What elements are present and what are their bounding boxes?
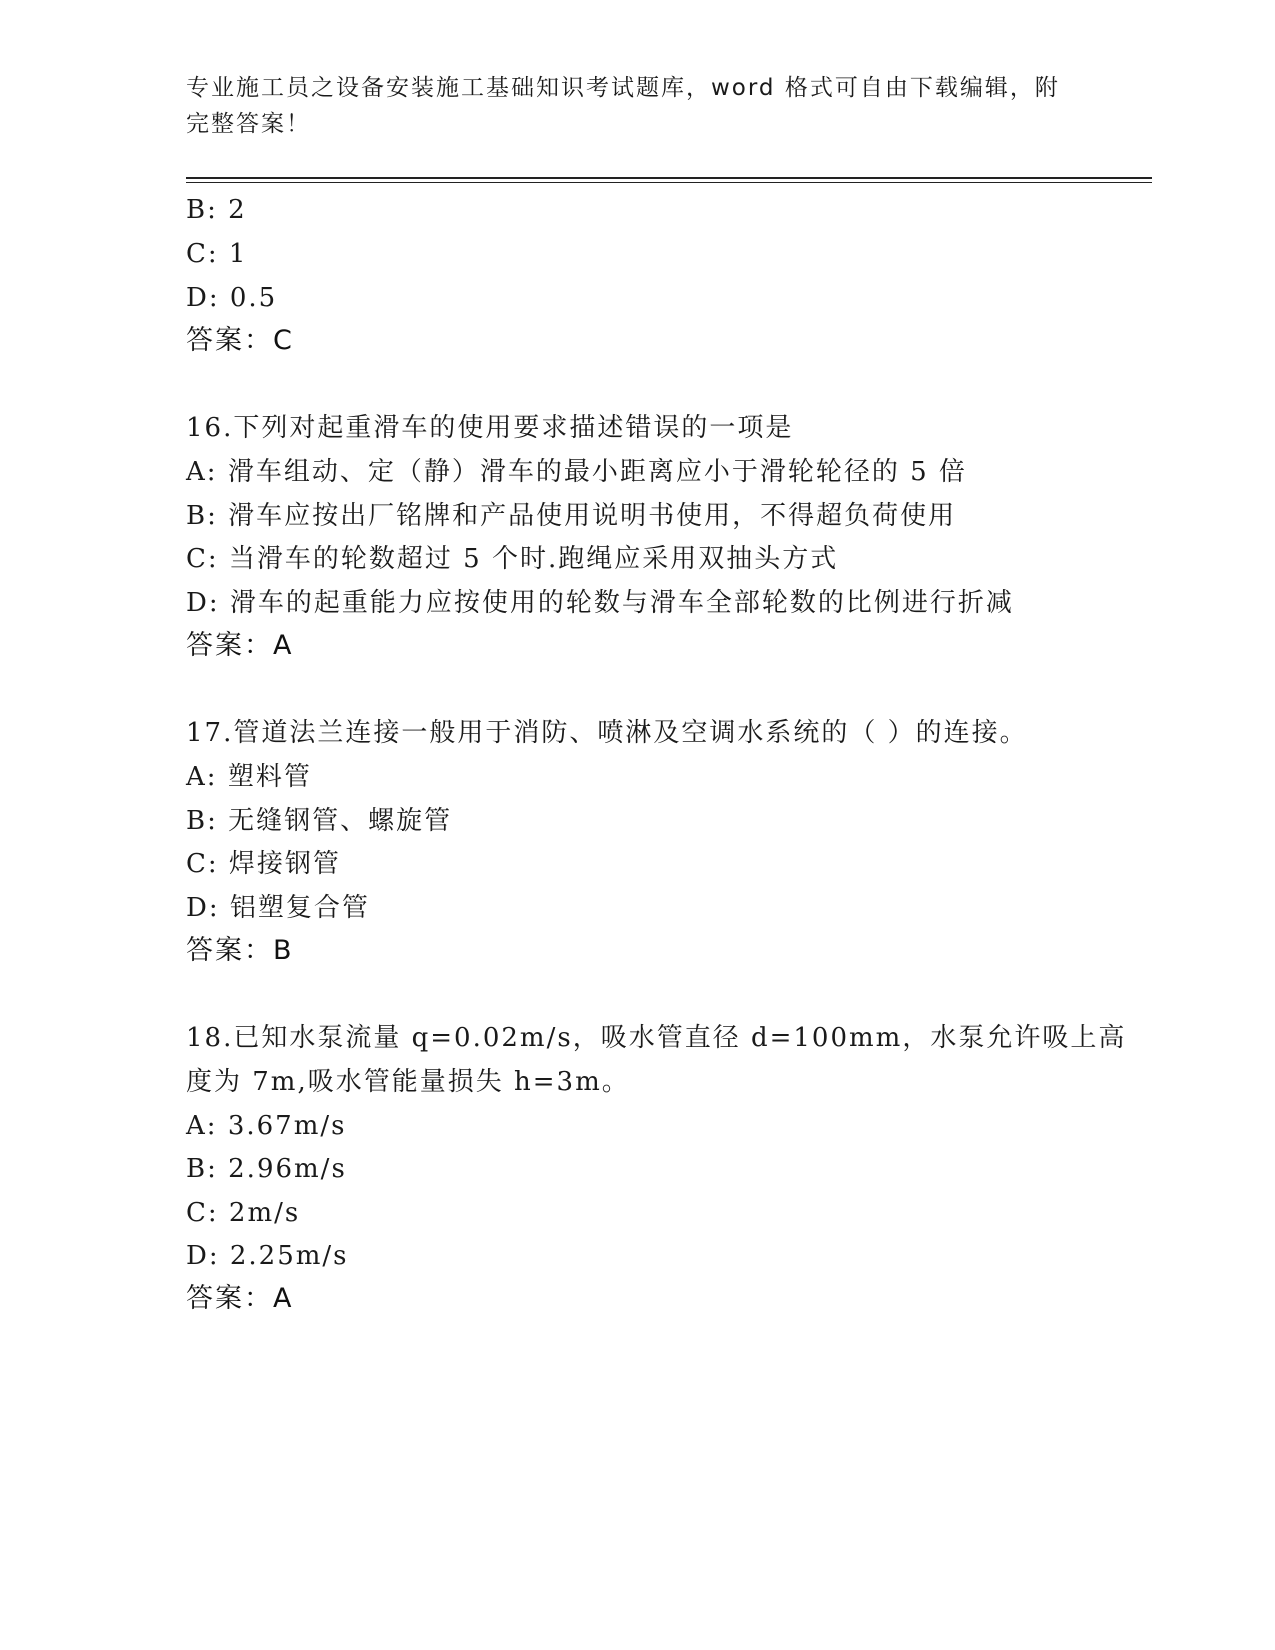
option-c xyxy=(186,238,247,270)
question-stem: 17.管道法兰连接一般用于消防、喷淋及空调水系统的（ ）的连接。 xyxy=(186,718,1028,748)
option-text: 滑车应按出厂铭牌和产品使用说明书使用，不得超负荷使用 xyxy=(228,501,957,531)
option-label: B: xyxy=(186,195,218,225)
option-label: C: xyxy=(186,1198,219,1228)
option-text: 当滑车的轮数超过 5 个时.跑绳应采用双抽头方式 xyxy=(228,544,839,574)
option-label: D: xyxy=(186,893,220,923)
header-divider-thin xyxy=(186,182,1152,183)
option-d xyxy=(186,587,1014,619)
option-text: 1 xyxy=(228,239,248,269)
option-label: C: xyxy=(186,544,219,574)
option-label: A: xyxy=(186,457,218,487)
question-stem-line-1: 18.已知水泵流量 q=0.02m/s，吸水管直径 d=100mm，水泵允许吸上高 xyxy=(186,1023,1127,1053)
option-text: 0.5 xyxy=(229,283,278,313)
option-label: C: xyxy=(186,239,219,269)
answer: 答案：B xyxy=(186,935,294,966)
header-divider xyxy=(186,177,1152,179)
option-text: 无缝钢管、螺旋管 xyxy=(228,806,453,836)
option-text: 焊接钢管 xyxy=(228,849,341,879)
option-text: 塑料管 xyxy=(227,762,312,792)
option-label: C: xyxy=(186,849,219,879)
option-text: 滑车的起重能力应按使用的轮数与滑车全部轮数的比例进行折减 xyxy=(229,588,1014,618)
option-text: 2.25m/s xyxy=(229,1241,349,1271)
option-a xyxy=(186,761,312,793)
option-b xyxy=(186,500,956,532)
option-b xyxy=(186,1153,347,1185)
option-label: A: xyxy=(186,1111,218,1141)
option-c xyxy=(186,1197,300,1229)
option-d xyxy=(186,1240,349,1272)
option-label: B: xyxy=(186,1154,218,1184)
option-text: 2 xyxy=(228,195,247,225)
question-stem-line-2: 度为 7m,吸水管能量损失 h=3m。 xyxy=(186,1067,630,1097)
option-text: 3.67m/s xyxy=(227,1111,347,1141)
option-a xyxy=(186,1110,346,1142)
page-header: 专业施工员之设备安装施工基础知识考试题库，word 格式可自由下载编辑，附完整答案！ xyxy=(186,75,1060,137)
option-label: D: xyxy=(186,588,220,618)
option-b xyxy=(186,194,247,226)
option-c xyxy=(186,848,341,880)
option-text: 滑车组动、定（静）滑车的最小距离应小于滑轮轮径的 5 倍 xyxy=(227,457,967,487)
option-label: A: xyxy=(186,762,218,792)
option-a xyxy=(186,456,967,488)
option-b xyxy=(186,805,452,837)
option-text: 2m/s xyxy=(228,1198,301,1228)
option-label: D: xyxy=(186,1241,220,1271)
option-label: B: xyxy=(186,501,218,531)
option-d xyxy=(186,282,277,314)
option-label: B: xyxy=(186,806,218,836)
answer: 答案：A xyxy=(186,1283,294,1314)
option-text: 铝塑复合管 xyxy=(229,893,370,923)
option-label: D: xyxy=(186,283,220,313)
option-text: 2.96m/s xyxy=(228,1154,347,1184)
question-stem: 16.下列对起重滑车的使用要求描述错误的一项是 xyxy=(186,413,794,443)
option-d xyxy=(186,892,370,924)
option-c xyxy=(186,543,838,575)
answer: 答案：C xyxy=(186,325,294,356)
answer: 答案：A xyxy=(186,630,294,661)
